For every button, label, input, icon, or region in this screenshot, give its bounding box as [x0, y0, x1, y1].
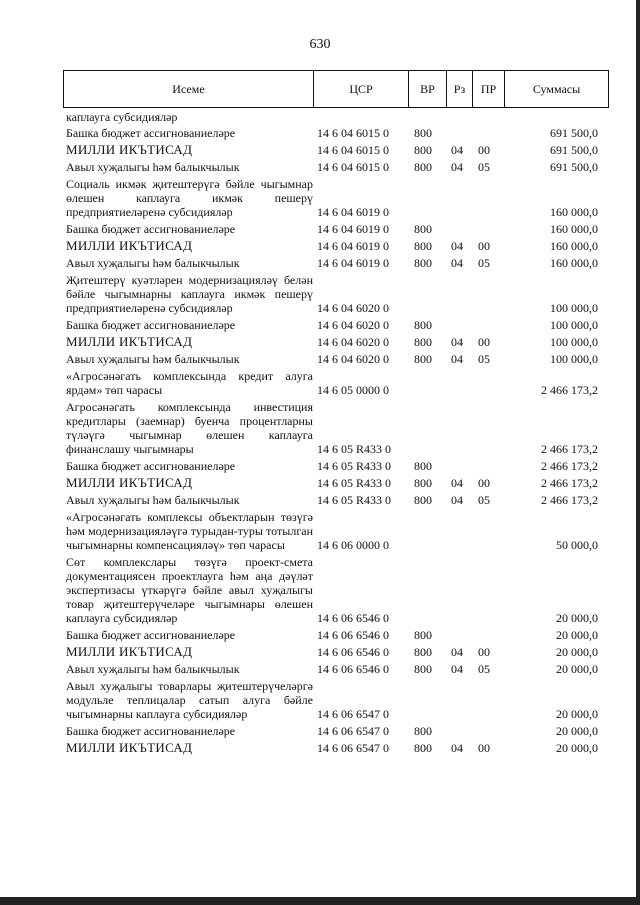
row-csr: 14 6 06 6547 0 [317, 724, 389, 738]
row-csr: 14 6 04 6020 0 [317, 318, 389, 332]
row-csr: 14 6 04 6019 0 [317, 256, 389, 270]
row-sum: 160 000,0 [550, 205, 598, 219]
row-name: Башка бюджет ассигнованиеләре [66, 126, 236, 140]
row-name: Социаль икмәк җитештерүгә бәйле чыгымнар өлешен каплауга икмәк пешерү предприятиеләренә субсидияләр [66, 177, 313, 219]
row-csr: 14 6 06 6546 0 [317, 645, 389, 659]
row-name: «Агросәнәгать комплексы объектларын төзүгә һәм модернизацияләүгә турыдан-туры тотылган чыгымнарны компенсацияләү» төп чарасы [66, 510, 313, 552]
row-vr: 800 [414, 143, 432, 157]
row-name: Сөт комплекслары төзүгә проект-смета документациясен проектлауга һәм аңа дәүләт экспертизасы үткәрүгә бәйле авыл хуҗалыгы товар җитештерүчеләре чыгымнары өлешен каплауга субсидияләр [66, 555, 313, 625]
row-name: Авыл хуҗалыгы һәм балыкчылык [66, 256, 240, 270]
table-row [66, 645, 598, 659]
row-rz: 04 [451, 352, 463, 366]
row-csr: 14 6 06 6547 0 [317, 707, 389, 721]
row-rz: 04 [451, 239, 463, 253]
row-sum: 691 500,0 [550, 143, 598, 157]
row-sum: 100 000,0 [550, 301, 598, 315]
table-row [66, 239, 598, 253]
table-row [66, 222, 598, 236]
row-vr: 800 [414, 493, 432, 507]
row-pr: 00 [478, 741, 490, 755]
row-name: Башка бюджет ассигнованиеләре [66, 318, 236, 332]
row-sum: 160 000,0 [550, 256, 598, 270]
row-name: Авыл хуҗалыгы товарлары җитештерүчеләргә модульле теплицалар сатып алуга бәйле чыгымнарны каплауга субсидияләр [66, 679, 313, 721]
table-row [66, 126, 598, 140]
row-csr: 14 6 06 6546 0 [317, 662, 389, 676]
row-rz: 04 [451, 476, 463, 490]
row-pr: 05 [478, 160, 490, 174]
table-row [66, 143, 598, 157]
table-row [66, 679, 598, 721]
header-rz: Рз [447, 71, 473, 107]
row-name: Авыл хуҗалыгы һәм балыкчылык [66, 662, 240, 676]
table-row [66, 493, 598, 507]
table-row [66, 369, 598, 397]
row-name: Авыл хуҗалыгы һәм балыкчылык [66, 352, 240, 366]
table-row [66, 273, 598, 315]
row-vr: 800 [414, 239, 432, 253]
row-csr: 14 6 04 6015 0 [317, 126, 389, 140]
row-vr: 800 [414, 645, 432, 659]
row-csr: 14 6 05 R433 0 [317, 442, 392, 456]
row-name: Җитештерү куәтләрен модернизацияләү белән бәйле чыгымнарны каплауга икмәк пешерү предприятиеләренә субсидияләр [66, 273, 313, 315]
row-name: «Агросәнәгать комплексында кредит алуга ярдәм» төп чарасы [66, 369, 313, 397]
row-vr: 800 [414, 724, 432, 738]
row-csr: 14 6 04 6019 0 [317, 239, 389, 253]
table-row [66, 662, 598, 676]
row-vr: 800 [414, 160, 432, 174]
row-sum: 100 000,0 [550, 352, 598, 366]
row-rz: 04 [451, 741, 463, 755]
row-name: Агросәнәгать комплексында инвестиция кредитлары (заемнар) буенча процентларны түләүгә чыгымнар өлешен каплауга финанслашу чыгымнары [66, 400, 313, 456]
row-csr: 14 6 04 6020 0 [317, 352, 389, 366]
row-sum: 20 000,0 [556, 645, 598, 659]
row-rz: 04 [451, 256, 463, 270]
row-csr: 14 6 04 6015 0 [317, 160, 389, 174]
row-csr: 14 6 05 R433 0 [317, 476, 392, 490]
row-name: МИЛЛИ ИКЪТИСАД [66, 238, 193, 253]
table-row [66, 459, 598, 473]
table-row [66, 110, 598, 124]
row-sum: 100 000,0 [550, 318, 598, 332]
row-pr: 00 [478, 335, 490, 349]
row-pr: 00 [478, 239, 490, 253]
row-sum: 20 000,0 [556, 611, 598, 625]
row-vr: 800 [414, 256, 432, 270]
header-name: Исеме [64, 71, 314, 107]
row-pr: 00 [478, 143, 490, 157]
scan-edge-right [636, 0, 640, 905]
header-pr: ПР [473, 71, 505, 107]
row-sum: 2 466 173,2 [541, 459, 598, 473]
row-csr: 14 6 05 0000 0 [317, 383, 389, 397]
header-sum: Суммасы [532, 81, 581, 96]
row-name: Башка бюджет ассигнованиеләре [66, 724, 236, 738]
row-csr: 14 6 06 0000 0 [317, 538, 389, 552]
table-row [66, 400, 598, 456]
row-csr: 14 6 04 6020 0 [317, 301, 389, 315]
table-header [63, 70, 609, 108]
row-sum: 160 000,0 [550, 239, 598, 253]
row-rz: 04 [451, 645, 463, 659]
row-csr: 14 6 04 6015 0 [317, 143, 389, 157]
header-vr: ВР [409, 71, 447, 107]
row-sum: 691 500,0 [550, 126, 598, 140]
table-row [66, 335, 598, 349]
row-pr: 05 [478, 493, 490, 507]
row-pr: 05 [478, 256, 490, 270]
row-csr: 14 6 05 R433 0 [317, 459, 392, 473]
row-vr: 800 [414, 628, 432, 642]
row-sum: 20 000,0 [556, 628, 598, 642]
page-number: 630 [309, 37, 331, 52]
row-name: каплауга субсидияләр [66, 110, 178, 124]
row-sum: 20 000,0 [556, 707, 598, 721]
row-name: МИЛЛИ ИКЪТИСАД [66, 334, 193, 349]
scan-edge-bottom [0, 897, 640, 905]
row-pr: 05 [478, 662, 490, 676]
row-name: МИЛЛИ ИКЪТИСАД [66, 644, 193, 659]
row-name: МИЛЛИ ИКЪТИСАД [66, 475, 193, 490]
row-sum: 2 466 173,2 [541, 493, 598, 507]
row-rz: 04 [451, 335, 463, 349]
row-vr: 800 [414, 318, 432, 332]
row-name: Авыл хуҗалыгы һәм балыкчылык [66, 160, 240, 174]
row-csr: 14 6 04 6019 0 [317, 205, 389, 219]
table-row [66, 555, 598, 625]
row-name: МИЛЛИ ИКЪТИСАД [66, 740, 193, 755]
row-sum: 100 000,0 [550, 335, 598, 349]
row-name: МИЛЛИ ИКЪТИСАД [66, 142, 193, 157]
row-vr: 800 [414, 222, 432, 236]
row-rz: 04 [451, 143, 463, 157]
row-sum: 20 000,0 [556, 741, 598, 755]
row-rz: 04 [451, 662, 463, 676]
row-vr: 800 [414, 335, 432, 349]
row-sum: 2 466 173,2 [541, 383, 598, 397]
row-pr: 05 [478, 352, 490, 366]
row-rz: 04 [451, 493, 463, 507]
row-sum: 160 000,0 [550, 222, 598, 236]
row-csr: 14 6 06 6547 0 [317, 741, 389, 755]
table-row [66, 741, 598, 755]
row-csr: 14 6 06 6546 0 [317, 611, 389, 625]
table-row [66, 256, 598, 270]
row-vr: 800 [414, 741, 432, 755]
row-name: Башка бюджет ассигнованиеләре [66, 628, 236, 642]
table-row [66, 510, 598, 552]
table-row [66, 318, 598, 332]
header-csr: ЦСР [314, 71, 409, 107]
table-row [66, 352, 598, 366]
row-sum: 50 000,0 [556, 538, 598, 552]
row-csr: 14 6 04 6019 0 [317, 222, 389, 236]
row-sum: 20 000,0 [556, 724, 598, 738]
table-row [66, 628, 598, 642]
row-sum: 2 466 173,2 [541, 442, 598, 456]
row-csr: 14 6 04 6020 0 [317, 335, 389, 349]
budget-table-body [66, 110, 598, 758]
row-sum: 20 000,0 [556, 662, 598, 676]
table-row [66, 476, 598, 490]
row-csr: 14 6 06 6546 0 [317, 628, 389, 642]
row-pr: 00 [478, 476, 490, 490]
row-vr: 800 [414, 126, 432, 140]
table-row [66, 160, 598, 174]
table-row [66, 724, 598, 738]
table-row [66, 177, 598, 219]
row-vr: 800 [414, 352, 432, 366]
row-rz: 04 [451, 160, 463, 174]
row-sum: 2 466 173,2 [541, 476, 598, 490]
row-sum: 691 500,0 [550, 160, 598, 174]
row-vr: 800 [414, 459, 432, 473]
row-vr: 800 [414, 662, 432, 676]
row-name: Башка бюджет ассигнованиеләре [66, 459, 236, 473]
row-name: Авыл хуҗалыгы һәм балыкчылык [66, 493, 240, 507]
row-pr: 00 [478, 645, 490, 659]
row-csr: 14 6 05 R433 0 [317, 493, 392, 507]
row-name: Башка бюджет ассигнованиеләре [66, 222, 236, 236]
row-vr: 800 [414, 476, 432, 490]
